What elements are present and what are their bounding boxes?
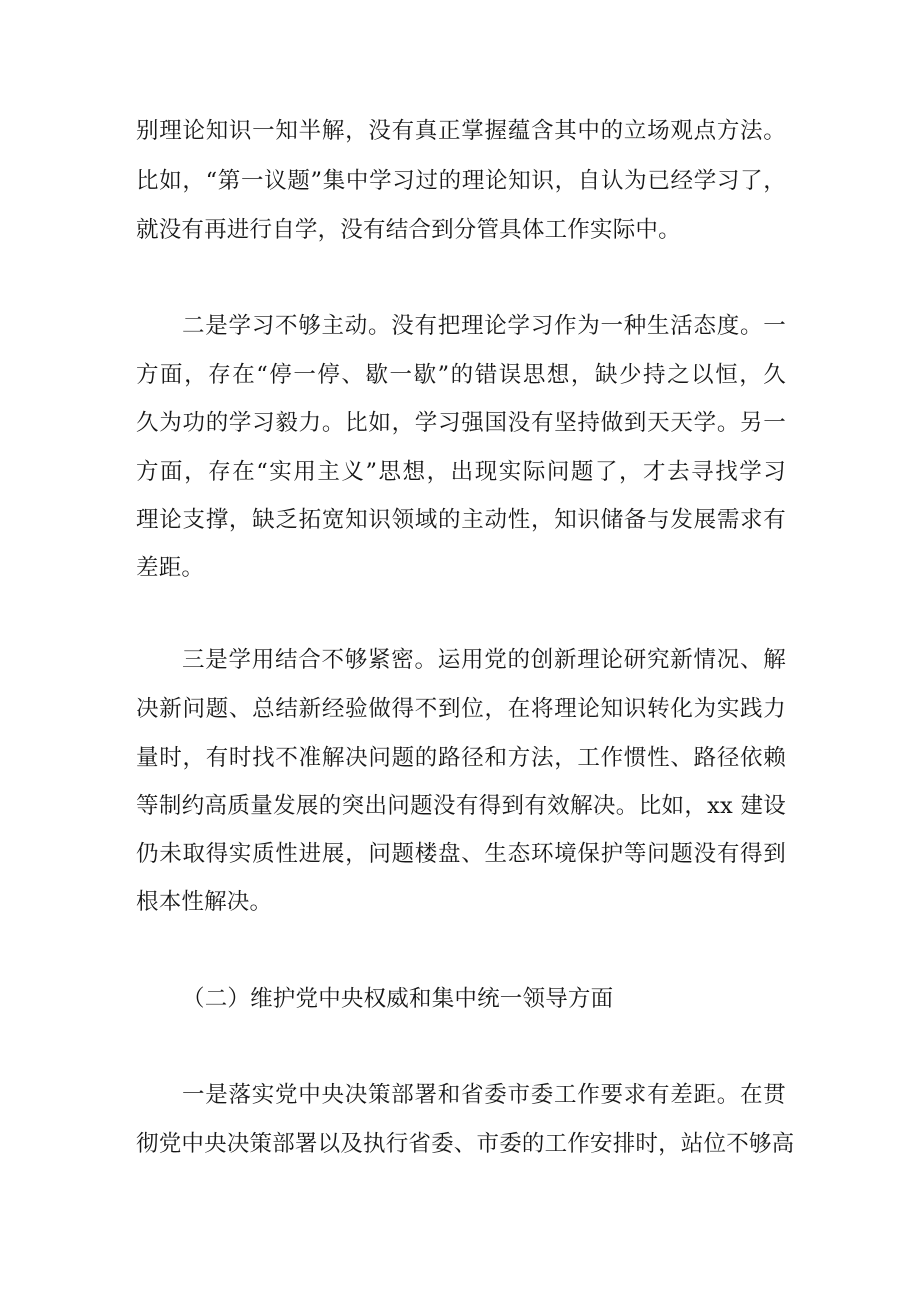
text-line: 久为功的学习毅力。比如，学习强国没有坚持做到天天学。另一 xyxy=(136,410,786,436)
text-line: 决新问题、总结新经验做得不到位，在将理论知识转化为实践力 xyxy=(136,696,786,722)
text-line: 方面，存在“实用主义”思想，出现实际问题了，才去寻找学习 xyxy=(136,459,786,485)
paragraph-first-line: 三是学用结合不够紧密。运用党的创新理论研究新情况、解 xyxy=(182,647,786,673)
text-line: 差距。 xyxy=(136,555,205,581)
text-line: 等制约高质量发展的突出问题没有得到有效解决。比如，xx 建设 xyxy=(136,793,786,819)
text-line: 彻党中央决策部署以及执行省委、市委的工作安排时，站位不够高 xyxy=(136,1131,795,1157)
text-line: 理论支撑，缺乏拓宽知识领域的主动性，知识储备与发展需求有 xyxy=(136,507,786,533)
text-line: 比如，“第一议题”集中学习过的理论知识，自认为已经学习了， xyxy=(136,168,786,194)
paragraph-first-line: 二是学习不够主动。没有把理论学习作为一种生活态度。一 xyxy=(182,313,786,339)
text-line: 方面，存在“停一停、歇一歇”的错误思想，缺少持之以恒，久 xyxy=(136,362,786,388)
paragraph-first-line: 一是落实党中央决策部署和省委市委工作要求有差距。在贯 xyxy=(182,1082,786,1108)
text-line: 仍未取得实质性进展，问题楼盘、生态环境保护等问题没有得到 xyxy=(136,841,786,867)
text-line: 别理论知识一知半解，没有真正掌握蕴含其中的立场观点方法。 xyxy=(136,118,786,144)
section-heading: （二）维护党中央权威和集中统一领导方面 xyxy=(182,986,614,1012)
text-line: 就没有再进行自学，没有结合到分管具体工作实际中。 xyxy=(136,217,681,243)
text-line: 量时，有时找不准解决问题的路径和方法，工作惯性、路径依赖 xyxy=(136,745,786,771)
text-line: 根本性解决。 xyxy=(136,889,273,915)
